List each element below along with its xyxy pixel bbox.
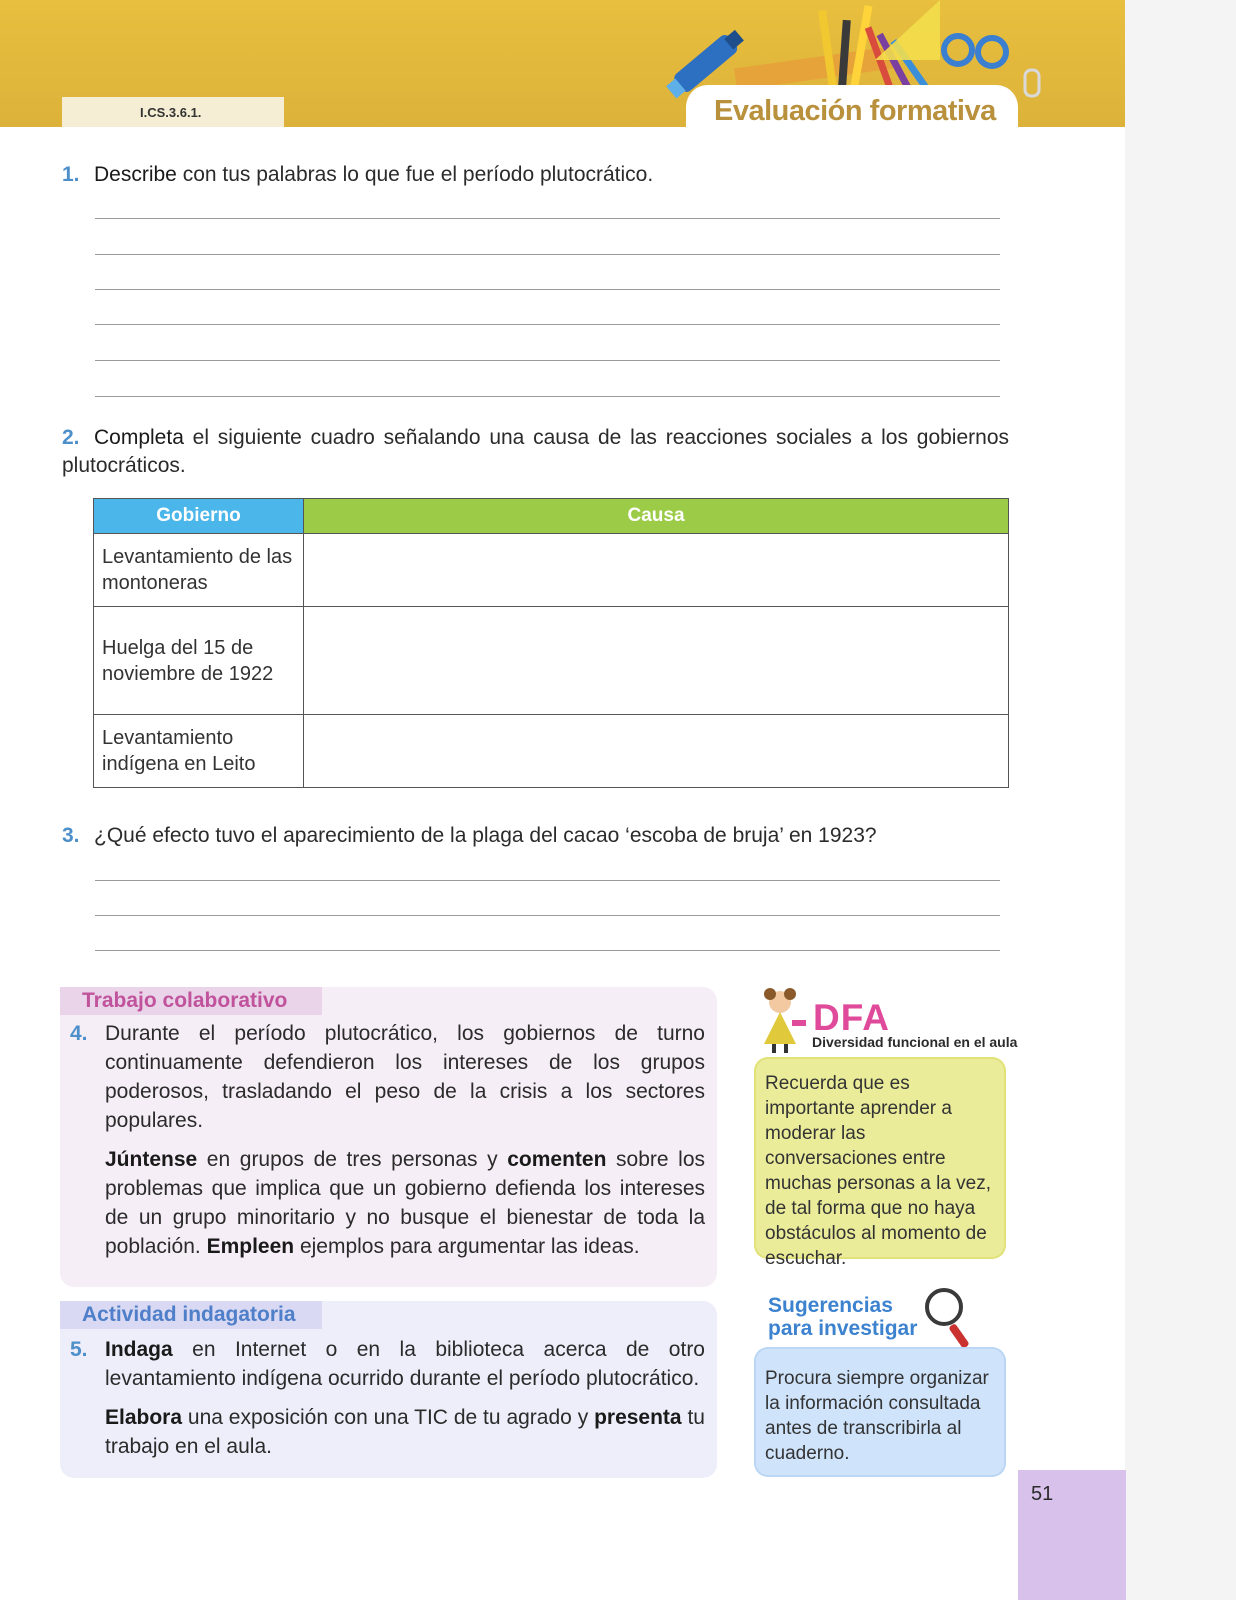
research-paragraph-2: Elabora una exposición con una TIC de tu agrado y presenta tu trabajo en el aula.	[105, 1406, 705, 1458]
page-title: Evaluación formativa	[714, 95, 996, 127]
column-header-gobierno: Gobierno	[94, 499, 304, 534]
dfa-note-text: Recuerda que es importante aprender a moderar las conversaciones entre muchas personas a la vez, de tal forma que no haya obstáculos al momento de escuchar.	[765, 1073, 992, 1269]
question-text: ¿Qué efecto tuvo el aparecimiento de la plaga del cacao ‘escoba de bruja’ en 1923?	[94, 824, 877, 847]
activity-number: 5.	[70, 1338, 88, 1361]
question-number: 2.	[62, 426, 80, 449]
dfa-subtitle: Diversidad funcional en el aula	[812, 1034, 1018, 1050]
activity-number: 4.	[70, 1022, 88, 1045]
cause-cell[interactable]	[304, 715, 1009, 788]
answer-line[interactable]	[95, 950, 1000, 951]
page-edge	[1125, 0, 1236, 1600]
answer-line[interactable]	[95, 324, 1000, 325]
question-number: 1.	[62, 163, 80, 186]
girl-character-icon	[748, 986, 814, 1056]
research-paragraph-1: Indaga en Internet o en la biblioteca acerca de otro levantamiento indígena ocurrido durante el período plutocrático.	[105, 1338, 705, 1390]
answer-line[interactable]	[95, 289, 1000, 290]
table-row	[94, 534, 1009, 607]
column-header-causa: Causa	[304, 499, 1009, 534]
research-tips-text: Procura siempre organizar la información consultada antes de transcribirla al cuaderno.	[765, 1368, 989, 1464]
collaborative-work-label: Trabajo colaborativo	[60, 987, 322, 1015]
answer-line[interactable]	[95, 254, 1000, 255]
research-activity-label: Actividad indagatoria	[60, 1301, 322, 1329]
question-verb: Completa	[94, 426, 184, 449]
cause-cell[interactable]	[304, 607, 1009, 715]
curriculum-code: I.CS.3.6.1.	[62, 97, 284, 127]
question-1	[62, 161, 653, 189]
cause-cell[interactable]	[304, 534, 1009, 607]
cause-table	[93, 498, 1009, 788]
research-tips-title: Sugerencias para investigar	[768, 1294, 918, 1340]
answer-line[interactable]	[95, 396, 1000, 397]
question-text: el siguiente cuadro señalando una causa de las reacciones sociales a los gobiernos plutocráticos.	[62, 426, 1009, 477]
collaborative-paragraph-1: Durante el período plutocrático, los gobiernos de turno continuamente defendieron los intereses de los grupos poderosos, trasladando el peso de la crisis a los sectores populares.	[105, 1022, 705, 1132]
row-label: Levantamiento de las montoneras	[94, 534, 304, 607]
table-header-row	[94, 499, 1009, 534]
row-label: Levantamiento indígena en Leito	[94, 715, 304, 788]
answer-line[interactable]	[95, 880, 1000, 881]
table-row	[94, 607, 1009, 715]
dfa-logo: DFA	[813, 997, 890, 1038]
question-number: 3.	[62, 824, 80, 847]
answer-line[interactable]	[95, 915, 1000, 916]
collaborative-paragraph-2: Júntense en grupos de tres personas y comenten sobre los problemas que implica que un gobierno defienda los intereses de un grupo minoritario y no busque el bienestar de toda la población. Empleen ejemplos para argumentar las ideas.	[105, 1148, 705, 1258]
table-row	[94, 715, 1009, 788]
question-3	[62, 822, 877, 850]
question-verb: Describe	[94, 163, 177, 186]
magnifier-icon	[918, 1283, 978, 1355]
answer-line[interactable]	[95, 218, 1000, 219]
page-number: 51	[1031, 1483, 1054, 1505]
row-label: Huelga del 15 de noviembre de 1922	[94, 607, 304, 715]
question-2	[62, 424, 1009, 480]
question-text: con tus palabras lo que fue el período plutocrático.	[176, 163, 654, 186]
answer-line[interactable]	[95, 360, 1000, 361]
